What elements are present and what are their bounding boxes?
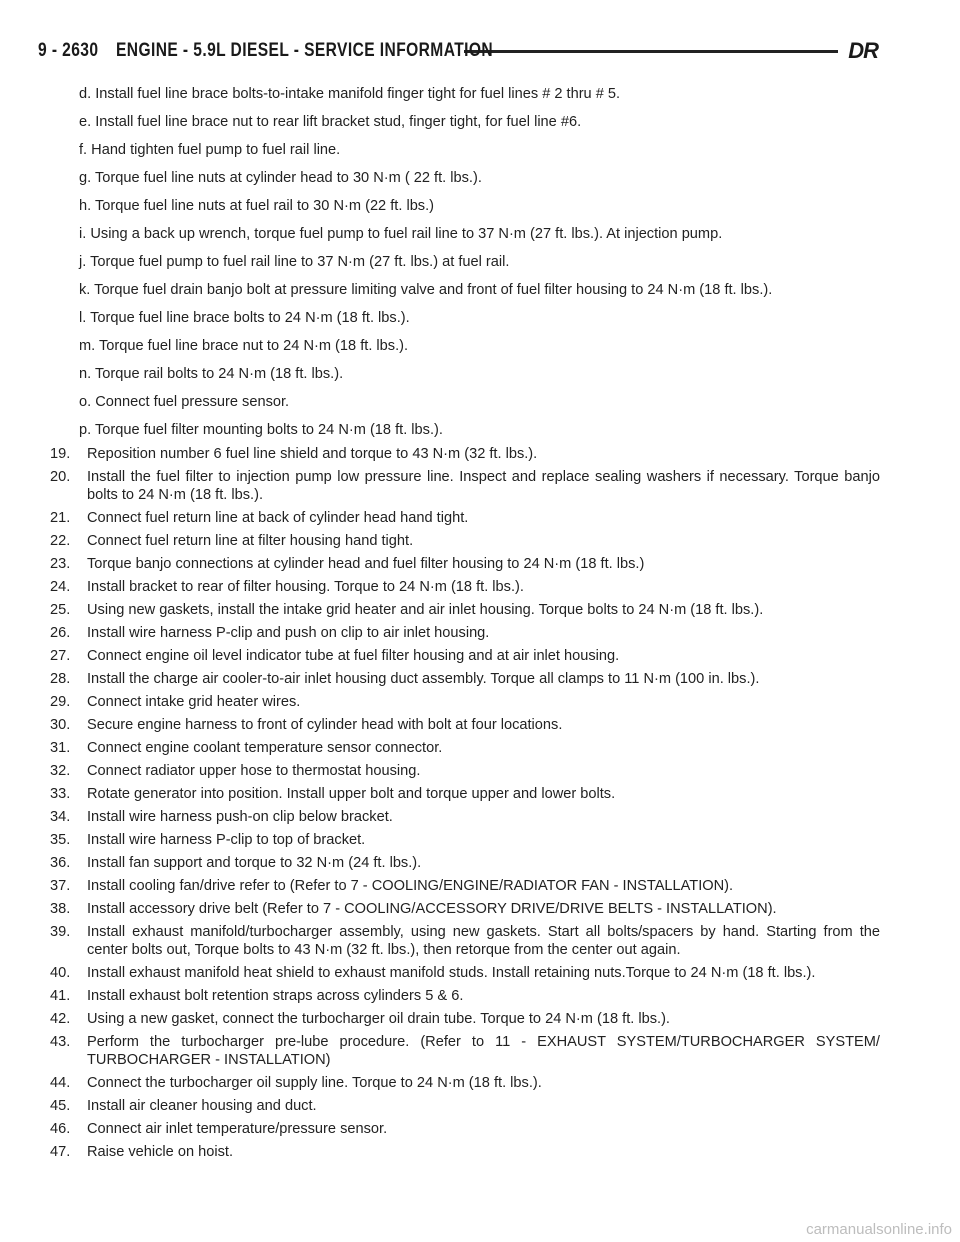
step-number: 33. <box>50 786 71 802</box>
substep-item: g. Torque fuel line nuts at cylinder head to 30 N·m ( 22 ft. lbs.). <box>79 170 482 186</box>
step-text: Connect radiator upper hose to thermostat housing. <box>87 763 421 779</box>
step-text: Raise vehicle on hoist. <box>87 1144 234 1160</box>
step-item <box>50 1074 880 1092</box>
step-text: Connect fuel return line at filter housing hand tight. <box>87 533 414 549</box>
step-number: 24. <box>50 579 71 595</box>
step-number: 38. <box>50 901 71 917</box>
step-item <box>50 1033 880 1069</box>
substep-item: d. Install fuel line brace bolts-to-intake manifold finger tight for fuel lines # 2 thru # 5. <box>79 86 621 102</box>
step-number: 39. <box>50 924 71 940</box>
step-number: 26. <box>50 625 71 641</box>
step-number: 30. <box>50 717 71 733</box>
step-item <box>50 578 880 596</box>
step-item <box>50 785 880 803</box>
step-number: 43. <box>50 1034 71 1050</box>
step-list <box>50 445 880 1161</box>
step-item <box>50 1120 880 1138</box>
step-item <box>50 716 880 734</box>
step-text: Install the fuel filter to injection pump low pressure line. Inspect and replace sealing washers if necessary. Torque banjo bolts to 24 N·m (18 ft. lbs.). <box>87 469 880 503</box>
step-item <box>50 555 880 573</box>
step-number: 42. <box>50 1011 71 1027</box>
header-rule <box>464 50 839 53</box>
substep-item: j. Torque fuel pump to fuel rail line to 37 N·m (27 ft. lbs.) at fuel rail. <box>79 254 510 270</box>
step-text: Install exhaust manifold heat shield to exhaust manifold studs. Install retaining nuts.Torque to 24 N·m (18 ft. lbs.). <box>87 965 816 981</box>
step-text: Connect engine coolant temperature sensor connector. <box>87 740 443 756</box>
step-number: 21. <box>50 510 71 526</box>
step-number: 31. <box>50 740 71 756</box>
substep-item: h. Torque fuel line nuts at fuel rail to 30 N·m (22 ft. lbs.) <box>79 198 435 214</box>
step-item <box>50 808 880 826</box>
step-text: Connect fuel return line at back of cylinder head hand tight. <box>87 510 469 526</box>
step-item <box>50 1143 880 1161</box>
step-number: 32. <box>50 763 71 779</box>
step-text: Connect the turbocharger oil supply line. Torque to 24 N·m (18 ft. lbs.). <box>87 1075 542 1091</box>
step-item <box>50 1010 880 1028</box>
step-item <box>50 693 880 711</box>
step-text: Install wire harness P-clip to top of bracket. <box>87 832 366 848</box>
step-number: 34. <box>50 809 71 825</box>
substep-list <box>50 85 880 449</box>
step-item <box>50 739 880 757</box>
step-text: Install exhaust bolt retention straps across cylinders 5 & 6. <box>87 988 464 1004</box>
section-title: ENGINE - 5.9L DIESEL - SERVICE INFORMATION <box>115 40 493 61</box>
step-item <box>50 854 880 872</box>
step-text: Connect air inlet temperature/pressure sensor. <box>87 1121 388 1137</box>
step-text: Install the charge air cooler-to-air inlet housing duct assembly. Torque all clamps to 11 N·m (100 in. lbs.). <box>87 671 760 687</box>
step-item <box>50 877 880 895</box>
watermark: carmanualsonline.info <box>806 1221 952 1238</box>
substep-item: k. Torque fuel drain banjo bolt at pressure limiting valve and front of fuel filter housing to 24 N·m (18 ft. lbs.). <box>79 282 773 298</box>
substep-item: i. Using a back up wrench, torque fuel pump to fuel rail line to 37 N·m (27 ft. lbs.). At injection pump. <box>79 226 723 242</box>
step-text: Connect intake grid heater wires. <box>87 694 301 710</box>
step-number: 19. <box>50 446 71 462</box>
step-number: 41. <box>50 988 71 1004</box>
step-item <box>50 468 880 504</box>
step-text: Torque banjo connections at cylinder head and fuel filter housing to 24 N·m (18 ft. lbs.) <box>87 556 645 572</box>
step-number: 27. <box>50 648 71 664</box>
step-number: 36. <box>50 855 71 871</box>
step-number: 47. <box>50 1144 71 1160</box>
step-text: Install fan support and torque to 32 N·m (24 ft. lbs.). <box>87 855 422 871</box>
step-text: Install exhaust manifold/turbocharger assembly, using new gaskets. Start all bolts/spacers by hand. Starting from the center bolts out, Torque bolts to 43 N·m (32 ft. lbs.), then retorque from the center out again. <box>87 924 880 958</box>
step-item <box>50 670 880 688</box>
step-item <box>50 964 880 982</box>
step-item <box>50 1097 880 1115</box>
step-text: Reposition number 6 fuel line shield and torque to 43 N·m (32 ft. lbs.). <box>87 446 538 462</box>
substep-item: f. Hand tighten fuel pump to fuel rail line. <box>79 142 341 158</box>
procedure-content <box>50 85 880 1166</box>
step-item <box>50 445 880 463</box>
substep-item: p. Torque fuel filter mounting bolts to 24 N·m (18 ft. lbs.). <box>79 422 443 438</box>
step-text: Rotate generator into position. Install upper bolt and torque upper and lower bolts. <box>87 786 616 802</box>
step-item <box>50 831 880 849</box>
page-header <box>38 36 878 66</box>
step-number: 40. <box>50 965 71 981</box>
step-item <box>50 532 880 550</box>
step-item <box>50 509 880 527</box>
step-item <box>50 923 880 959</box>
step-text: Perform the turbocharger pre-lube procedure. (Refer to 11 - EXHAUST SYSTEM/TURBOCHARGER SYSTEM/ TURBOCHARGER - INSTALLATION) <box>87 1034 880 1068</box>
substep-item: n. Torque rail bolts to 24 N·m (18 ft. lbs.). <box>79 366 344 382</box>
step-number: 37. <box>50 878 71 894</box>
step-text: Install wire harness P-clip and push on clip to air inlet housing. <box>87 625 490 641</box>
step-item <box>50 624 880 642</box>
step-number: 20. <box>50 469 71 485</box>
step-text: Connect engine oil level indicator tube at fuel filter housing and at air inlet housing. <box>87 648 620 664</box>
step-text: Install wire harness push-on clip below bracket. <box>87 809 393 825</box>
step-text: Install air cleaner housing and duct. <box>87 1098 317 1114</box>
substep-item: o. Connect fuel pressure sensor. <box>79 394 290 410</box>
step-item <box>50 987 880 1005</box>
step-number: 25. <box>50 602 71 618</box>
step-item <box>50 900 880 918</box>
step-number: 28. <box>50 671 71 687</box>
step-item <box>50 762 880 780</box>
step-text: Using new gaskets, install the intake grid heater and air inlet housing. Torque bolts to 24 N·m (18 ft. lbs.). <box>87 602 764 618</box>
step-number: 22. <box>50 533 71 549</box>
step-text: Install cooling fan/drive refer to (Refer to 7 - COOLING/ENGINE/RADIATOR FAN - INSTALLATION). <box>87 878 734 894</box>
page-number: 9 - 2630 <box>38 40 99 61</box>
substep-item: l. Torque fuel line brace bolts to 24 N·m (18 ft. lbs.). <box>79 310 410 326</box>
step-text: Install bracket to rear of filter housing. Torque to 24 N·m (18 ft. lbs.). <box>87 579 524 595</box>
step-number: 44. <box>50 1075 71 1091</box>
step-text: Using a new gasket, connect the turbocharger oil drain tube. Torque to 24 N·m (18 ft. lbs.). <box>87 1011 670 1027</box>
step-number: 45. <box>50 1098 71 1114</box>
model-logo: DR <box>848 38 878 63</box>
step-text: Secure engine harness to front of cylinder head with bolt at four locations. <box>87 717 563 733</box>
step-text: Install accessory drive belt (Refer to 7 - COOLING/ACCESSORY DRIVE/DRIVE BELTS - INSTALLATION). <box>87 901 777 917</box>
step-number: 46. <box>50 1121 71 1137</box>
step-number: 29. <box>50 694 71 710</box>
substep-item: e. Install fuel line brace nut to rear lift bracket stud, finger tight, for fuel line #6. <box>79 114 582 130</box>
substep-item: m. Torque fuel line brace nut to 24 N·m (18 ft. lbs.). <box>79 338 409 354</box>
step-item <box>50 647 880 665</box>
step-number: 23. <box>50 556 71 572</box>
step-item <box>50 601 880 619</box>
step-number: 35. <box>50 832 71 848</box>
